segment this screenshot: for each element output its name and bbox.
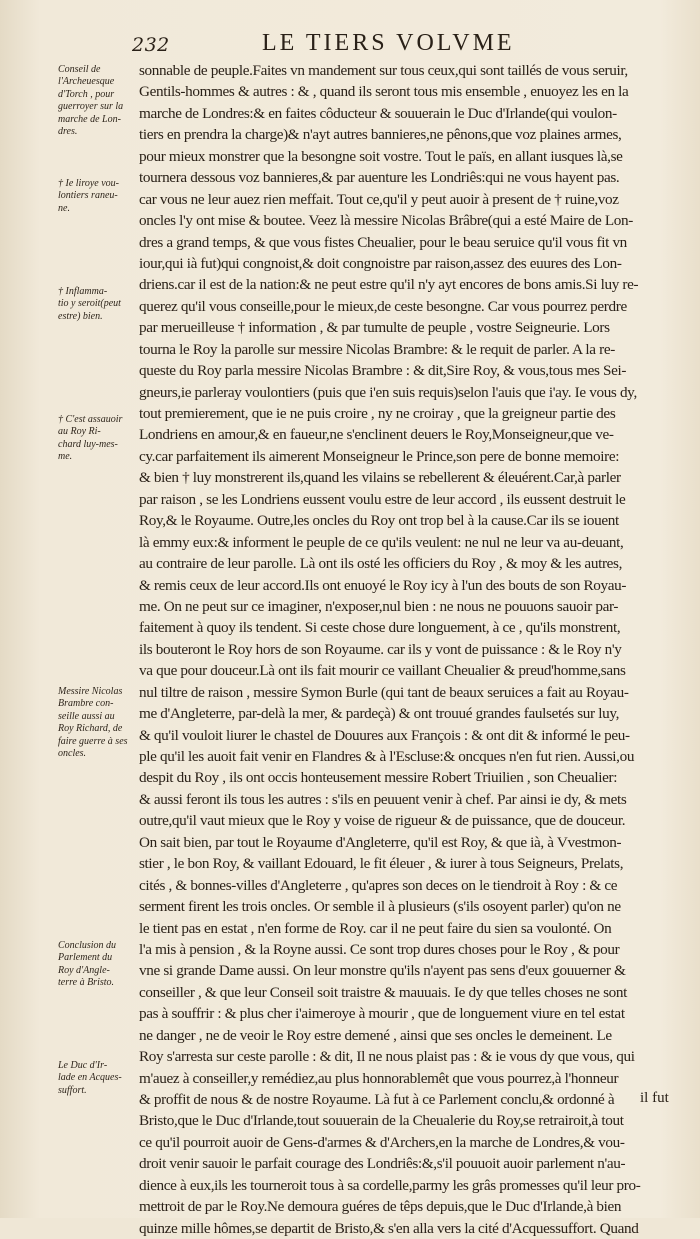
text-line: querez qu'il vous conseille,pour le mieux,de ceste besongne. Car vous pourrez perdre [139,297,627,315]
page-header [0,28,700,58]
text-line: là emmy eux:& informent le peuple de ce qu'ils veulent: ne nul ne leur va au-deuant, [139,533,624,551]
text-line: me. On ne peut sur ce imaginer, n'exposer,nul bien : ne nous ne pouuons sauoir par- [139,597,619,615]
margin-note: Conclusion du Parlement du Roy d'Angle- terre à Bristo. [58,940,117,989]
text-line: pour mieux monstrer que la besongne soit vostre. Tout le païs, en allant iusques là,se [139,147,623,165]
text-line: m'auez à conseiller,y remédiez,au plus honnorablemêt que vous pourrez,à l'honneur [139,1069,619,1087]
text-line: serment firent les trois oncles. Or semble il à plusieurs (s'ils osoyent parler) qu'on ne [139,898,621,916]
text-line: despit du Roy , ils ont occis honteusement messire Robert Triuilien , son Cheualier: [139,769,618,787]
text-line: mettroit de par le Roy.Ne demoura guéres de têps depuis,que le Duc d'Irlande,à bien [139,1198,622,1216]
margin-note: † Ie liroye vou- lontiers raneu- ne. [58,178,119,214]
text-line: ce qu'il pourroit auoir de Gens-d'armes & d'Archers,en la marche de Londres,& vou- [139,1133,625,1151]
text-line: sonnable de peuple.Faites vn mandement sur tous ceux,qui sont taillés de vous seruir, [139,62,628,79]
page-number: 232 [132,34,170,56]
text-line: ils bouteront le Roy hors de son Royaume. car ils y vont de puissance : & le Roy n'y [139,640,622,658]
text-line: stier , le bon Roy, & vaillant Edouard, le fit éleuer , & iurer à tous Seigneurs, Prelats, [139,855,624,873]
text-line: driens.car il est de la nation:& ne peut estre qu'il n'y ayt encores de bons amis.Si luy re- [139,276,639,294]
text-line: Roy s'arresta sur ceste parolle : & dit, Il ne nous plaist pas : & ie vous dy que vous, qui [139,1048,635,1066]
text-line: le tient pas en estat , n'en forme de Roy. car il ne peut faire du sien sa voulonté. On [139,919,612,937]
text-line: Bristo,que le Duc d'Irlande,tout souuerain de la Cheualerie du Roy,se retrairoit,à tout [139,1112,624,1130]
margin-note: Conseil de l'Archeuesque d'Torch , pour guerroyer sur la marche de Lon- dres. [58,64,124,138]
text-line: gneurs,ie parleray voulontiers (puis que i'en suis requis)selon l'auis que i'ay. Ie vous dy, [139,383,637,401]
margin-note: Le Duc d'Ir- lade en Acques- suffort. [58,1060,122,1096]
running-title: LE TIERS VOLVME [262,30,515,56]
margin-note: Messire Nicolas Brambre con- seille aussi au Roy Richard, de faire guerre à ses oncles. [58,686,128,760]
text-line: l'a mis à pension , & la Royne aussi. Ce sont trop dures choses pour le Roy , & pour [139,940,620,958]
text-line: Londriens en amour,& en faueur,ne s'enclinent deuers le Roy,Monseigneur,que ve- [139,426,614,444]
text-line: marche de Londres:& en faites côducteur & souuerain le Duc d'Irlande(qui voulon- [139,104,617,122]
text-line: tourna le Roy la parolle sur messire Nicolas Brambre: & le requit de parler. A la re- [139,340,615,358]
margin-notes [58,60,138,1100]
text-line: va que pour douceur.Là ont ils fait mourir ce vaillant Cheualier & preud'homme,sans [139,662,626,680]
text-line: faitement à quoy ils tendent. Si ceste chose dure longuement, à ce , qu'ils monstrent, [139,619,621,637]
text-line: Roy,& le Royaume. Outre,les oncles du Roy ont trop bel à la cause.Car ils se iouent [139,512,619,530]
text-line: ne danger , ne de veoir le Roy estre demené , ainsi que ses oncles le demeinent. Le [139,1026,612,1044]
text-line: car vous ne leur auez rien meffait. Tout ce,qu'il y peut auoir à present de † ruine,voz [139,190,619,208]
text-line: dience à eux,ils les tourneroit tous à sa cordelle,parmy les grâs promesses qu'il leur pro- [139,1176,641,1194]
text-line: tout premierement, que ie ne puis croire , ny ne croiray , que la greigneur partie des [139,405,616,422]
catchword: il fut [640,1090,669,1106]
text-line: & remis ceux de leur accord.Ils ont enuoyé le Roy icy à l'un des bouts de son Royau- [139,576,627,594]
text-line: cy.car parfaitement ils aimerent Monseigneur le Prince,son pere de bonne memoire: [139,447,620,465]
text-line: On sait bien, par tout le Royaume d'Angleterre, qu'il est Roy, & que ià, à Vvestmon- [139,833,622,851]
text-line: ple qu'il les auoit fait venir en Flandres & à l'Escluse:& oncques n'en fut rien. Aussi,ou [139,748,635,765]
text-line: oncles l'y ont mise & boutee. Veez là messire Nicolas Brâbre(qui a esté Maire de Lon- [139,212,633,230]
text-line: quinze mille hômes,se departit de Bristo,& s'en alla vers la cité d'Acquessuffort. Quand [139,1219,639,1237]
text-line: me d'Angleterre, par-delà la mer, & pardeçà) & ont trouué grandes faulsetés sur luy, [139,705,620,723]
text-line: vne si grande Dame aussi. On leur monstre qu'ils n'ayent pas sens d'eux gouuerner & [139,962,626,980]
text-line: conseiller , & que leur Conseil soit traistre & mauuais. Ie dy que telles choses ne sont [139,983,627,1001]
text-line: pas à souffrir : & plus cher i'aimeroye à mourir , que de longuement viure en tel estat [139,1005,625,1023]
text-line: & aussi feront ils tous les autres : s'ils en peuuent venir à chef. Par ainsi ie dy, & mets [139,790,627,808]
text-line: tiers en prendra la charge)& n'ayt autres bannieres,ne pênons,que voz plaines armes, [139,126,622,144]
text-line: par merueilleuse † information , & par tumulte de peuple , vostre Seigneurie. Lors [139,319,610,337]
text-line: cités , & bonnes-villes d'Angleterre , qu'apres son deces on le tiendroit à Roy : & ce [139,876,618,894]
text-line: & qu'il vouloit liurer le chastel de Douures aux François : & ont dit & informé le peu- [139,726,630,744]
text-line: au contraire de leur parolle. Là ont ils osté les officiers du Roy , & moy & les autres, [139,555,623,573]
text-line: par raison , se les Londriens eussent voulu estre de leur accord , ils eussent destruit le [139,490,626,508]
text-line: iour,qui ià fut)qui congnoist,& doit congnoistre par raison,assez des euures des Lon- [139,254,622,272]
text-line: droit venir sauoir le parfait courage des Londriês:&,s'il pouuoit auoir parlement n'au- [139,1155,626,1173]
text-line: tournera dessous voz bannieres,& par auenture les Londriês:qui ne vous hayent pas. [139,169,620,187]
main-text-column [139,60,667,1239]
text-line: nul tiltre de raison , messire Symon Burle (qui tant de beaux seruices a fait au Royau- [139,683,629,701]
text-line: queste du Roy parla messire Nicolas Brambre : & dit,Sire Roy, & vous,tous mes Sei- [139,362,627,380]
margin-note: † Inflamma- tio y seroit(peut estre) bien. [58,286,121,322]
text-line: & bien † luy monstrerent ils,quand les vilains se rebellerent & éleuérent.Car,à parler [139,469,621,487]
text-line: Gentils-hommes & autres : & , quand ils seront tous mis ensemble , enuoyez les en la [139,83,629,101]
margin-note: † C'est assauoir au Roy Ri- chard luy-mes- me. [58,414,123,463]
text-line: dres a grand temps, & que vous fistes Cheualier, pour le beau seruice qu'il vous fit vn [139,233,627,251]
text-line: outre,qu'il vaut mieux que le Roy y voise de rigueur & de puissance, que de douceur. [139,812,626,830]
text-line: & proffit de nous & de nostre Royaume. Là fut à ce Parlement conclu,& ordonné à [139,1091,615,1108]
